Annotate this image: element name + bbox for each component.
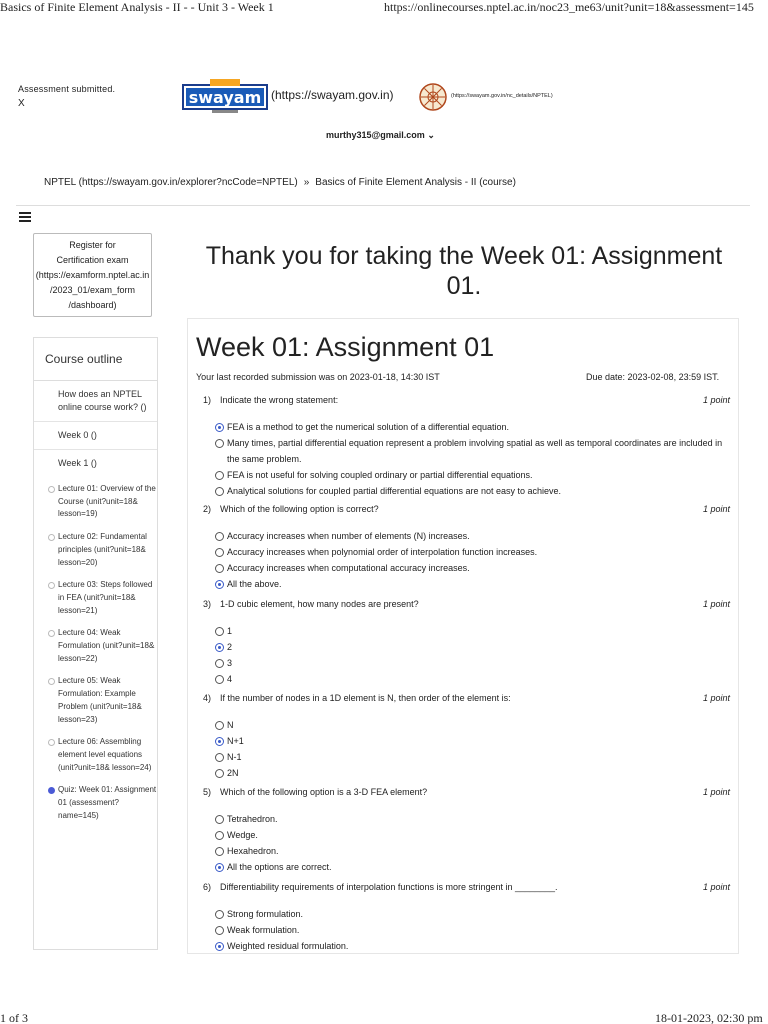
answer-option-label: N+1 — [227, 736, 244, 746]
print-page-number: 1 of 3 — [0, 1011, 28, 1024]
answer-option[interactable] — [215, 483, 733, 499]
breadcrumb-separator: » — [303, 177, 310, 188]
answer-option-label: 2N — [227, 768, 239, 778]
answer-option[interactable] — [215, 749, 733, 765]
answer-option[interactable] — [215, 733, 733, 749]
answer-option-label: FEA is not useful for solving coupled ordinary or partial differential equations. — [227, 470, 533, 480]
active-dot-icon — [48, 787, 55, 794]
question-points: 1 point — [702, 693, 730, 703]
circle-icon — [48, 678, 55, 685]
radio-selected-icon[interactable] — [215, 737, 224, 746]
question-block — [203, 882, 733, 954]
radio-icon[interactable] — [215, 659, 224, 668]
question-block — [203, 693, 733, 781]
assignment-title: Week 01: Assignment 01 — [196, 332, 495, 362]
answer-option-label: All the options are correct. — [227, 862, 332, 872]
answer-option[interactable] — [215, 859, 733, 875]
answer-option-label: Analytical solutions for coupled partial differential equations are not easy to achieve. — [227, 486, 562, 496]
radio-icon[interactable] — [215, 847, 224, 856]
answer-option[interactable] — [215, 560, 733, 576]
radio-icon[interactable] — [215, 831, 224, 840]
answer-option-label: 4 — [227, 674, 233, 684]
answer-option-label: Wedge. — [227, 830, 258, 840]
answer-option-label: Hexahedron. — [227, 846, 279, 856]
print-datetime: 18-01-2023, 02:30 pm — [655, 1011, 763, 1024]
question-text: 1-D cubic element, how many nodes are present? — [220, 599, 419, 609]
question-text: Which of the following option is correct? — [220, 504, 379, 514]
outline-lesson-item[interactable] — [34, 579, 157, 617]
swayam-link[interactable]: (https://swayam.gov.in) — [271, 88, 394, 102]
outline-lesson-item[interactable] — [34, 483, 157, 521]
question-number: 6) — [203, 882, 212, 892]
radio-icon[interactable] — [215, 815, 224, 824]
outline-lesson-item[interactable] — [34, 784, 157, 822]
radio-icon[interactable] — [215, 675, 224, 684]
circle-icon — [48, 534, 55, 541]
answer-option[interactable] — [215, 843, 733, 859]
question-text: Which of the following option is a 3-D FEA element? — [220, 787, 428, 797]
register-certification-exam-link[interactable] — [33, 233, 152, 317]
question-points: 1 point — [702, 599, 730, 609]
answer-option[interactable] — [215, 435, 733, 467]
answer-option-label: Weak formulation. — [227, 925, 300, 935]
answer-option[interactable] — [215, 419, 733, 435]
course-outline-title: Course outline — [45, 352, 123, 366]
radio-icon[interactable] — [215, 532, 224, 541]
answer-option[interactable] — [215, 544, 733, 560]
answer-option-label: Accuracy increases when computational accuracy increases. — [227, 563, 470, 573]
question-text: If the number of nodes in a 1D element is N, then order of the element is: — [220, 693, 511, 703]
answer-option-label: Weighted residual formulation. — [227, 941, 349, 951]
user-menu[interactable] — [326, 130, 435, 141]
hamburger-menu-icon[interactable] — [19, 212, 31, 222]
question-text: Differentiability requirements of interpolation functions is more stringent in ________. — [220, 882, 558, 892]
answer-option[interactable] — [215, 467, 733, 483]
radio-icon[interactable] — [215, 548, 224, 557]
answer-option-label: N — [227, 720, 234, 730]
register-line: /2023_01/exam_form — [49, 285, 136, 295]
radio-icon[interactable] — [215, 910, 224, 919]
answer-option[interactable] — [215, 922, 733, 938]
breadcrumb-nptel[interactable]: NPTEL (https://swayam.gov.in/explorer?ncCode=NPTEL) — [44, 177, 298, 188]
answer-option[interactable] — [215, 639, 733, 655]
answer-option[interactable] — [215, 906, 733, 922]
radio-icon[interactable] — [215, 926, 224, 935]
svg-text:swayam: swayam — [188, 88, 262, 107]
outline-lesson-item[interactable] — [34, 675, 157, 726]
thank-you-message: Thank you for taking the Week 01: Assignment 01. — [205, 242, 723, 300]
radio-icon[interactable] — [215, 753, 224, 762]
answer-option-label: 1 — [227, 626, 233, 636]
answer-option-label: FEA is a method to get the numerical solution of a differential equation. — [227, 422, 510, 432]
question-block — [203, 787, 733, 875]
radio-icon[interactable] — [215, 439, 224, 448]
answer-option-label: Many times, partial differential equation represent a problem involving spatial as well as temporal coordinates are included in the same problem. — [227, 438, 723, 464]
nptel-logo[interactable] — [419, 83, 447, 111]
register-line: (https://examform.nptel.ac.in — [35, 270, 150, 280]
last-submission-text: Your last recorded submission was on 2023-01-18, 14:30 IST — [196, 372, 440, 382]
question-number: 1) — [203, 395, 212, 405]
radio-icon[interactable] — [215, 769, 224, 778]
answer-option[interactable] — [215, 528, 733, 544]
register-line: Register for — [69, 240, 116, 250]
answer-option-label: Accuracy increases when polynomial order of interpolation function increases. — [227, 547, 538, 557]
outline-item-week-1[interactable]: Week 1 () — [58, 458, 97, 468]
due-date-text: Due date: 2023-02-08, 23:59 IST. — [586, 372, 720, 382]
question-number: 2) — [203, 504, 212, 514]
question-block — [203, 504, 733, 592]
course-outline — [33, 337, 158, 950]
nptel-link[interactable]: (https://swayam.gov.in/nc_details/NPTEL) — [451, 93, 553, 99]
breadcrumb-course[interactable]: Basics of Finite Element Analysis - II (course) — [315, 177, 516, 188]
answer-option[interactable] — [215, 717, 733, 733]
question-points: 1 point — [702, 787, 730, 797]
answer-option[interactable] — [215, 938, 733, 954]
circle-icon — [48, 582, 55, 589]
breadcrumb — [44, 177, 516, 188]
outline-lesson-label: Lecture 03: Steps followed in FEA (unit?unit=18& lesson=21) — [58, 580, 153, 615]
outline-lesson-label: Lecture 04: Weak Formulation (unit?unit=18& lesson=22) — [58, 628, 155, 663]
radio-selected-icon[interactable] — [215, 580, 224, 589]
radio-selected-icon[interactable] — [215, 643, 224, 652]
radio-icon[interactable] — [215, 471, 224, 480]
print-header-url: https://onlinecourses.nptel.ac.in/noc23_me63/unit?unit=18&assessment=145 — [384, 0, 754, 14]
register-line: Certification exam — [56, 255, 129, 265]
swayam-logo[interactable] — [182, 79, 268, 115]
assessment-submitted-message: Assessment submitted. — [18, 84, 116, 94]
register-line: /dashboard) — [68, 300, 117, 310]
radio-icon[interactable] — [215, 564, 224, 573]
outline-lesson-label: Lecture 05: Weak Formulation: Example Problem (unit?unit=18& lesson=23) — [58, 676, 142, 724]
circle-icon — [48, 486, 55, 493]
outline-lesson-item[interactable] — [34, 627, 157, 665]
outline-lesson-label: Lecture 02: Fundamental principles (unit?unit=18& lesson=20) — [58, 532, 147, 567]
chevron-down-icon: ⌄ — [427, 130, 435, 140]
radio-icon[interactable] — [215, 627, 224, 636]
answer-option[interactable] — [215, 623, 733, 639]
answer-option-label: Accuracy increases when number of elements (N) increases. — [227, 531, 470, 541]
radio-icon[interactable] — [215, 721, 224, 730]
print-header-title: Basics of Finite Element Analysis - II - - Unit 3 - Week 1 — [0, 0, 274, 14]
question-points: 1 point — [702, 504, 730, 514]
course-outline-list — [34, 380, 157, 832]
outline-item-week-0[interactable]: Week 0 () — [34, 422, 157, 450]
answer-option-label: 2 — [227, 642, 233, 652]
outline-item-how-it-works[interactable]: How does an NPTEL online course work? () — [34, 381, 157, 422]
answer-option[interactable] — [215, 827, 733, 843]
outline-lesson-item[interactable] — [34, 736, 157, 774]
circle-icon — [48, 739, 55, 746]
answer-option-label: Strong formulation. — [227, 909, 304, 919]
answer-option[interactable] — [215, 671, 733, 687]
answer-option-label: N-1 — [227, 752, 242, 762]
answer-option-label: Tetrahedron. — [227, 814, 278, 824]
answer-option-label: 3 — [227, 658, 233, 668]
outline-lesson-label: Quiz: Week 01: Assignment 01 (assessment?name=145) — [58, 785, 157, 820]
radio-selected-icon[interactable] — [215, 942, 224, 951]
outline-lesson-item[interactable] — [34, 531, 157, 569]
radio-selected-icon[interactable] — [215, 863, 224, 872]
outline-lesson-label: Lecture 01: Overview of the Course (unit?unit=18& lesson=19) — [58, 484, 156, 519]
answer-option[interactable] — [215, 811, 733, 827]
divider — [16, 205, 750, 206]
answer-option[interactable] — [215, 765, 733, 781]
circle-icon — [48, 630, 55, 637]
question-number: 5) — [203, 787, 212, 797]
question-block — [203, 395, 733, 499]
question-block — [203, 599, 733, 687]
radio-selected-icon[interactable] — [215, 423, 224, 432]
radio-icon[interactable] — [215, 487, 224, 496]
answer-option[interactable] — [215, 576, 733, 592]
user-email: murthy315@gmail.com — [326, 130, 425, 140]
question-number: 4) — [203, 693, 212, 703]
answer-option[interactable] — [215, 655, 733, 671]
question-text: Indicate the wrong statement: — [220, 395, 339, 405]
close-message-button[interactable]: X — [18, 98, 25, 109]
outline-lesson-label: Lecture 06: Assembling element level equations (unit?unit=18& lesson=24) — [58, 737, 152, 772]
question-points: 1 point — [702, 882, 730, 892]
answer-option-label: All the above. — [227, 579, 282, 589]
question-number: 3) — [203, 599, 212, 609]
question-points: 1 point — [702, 395, 730, 405]
